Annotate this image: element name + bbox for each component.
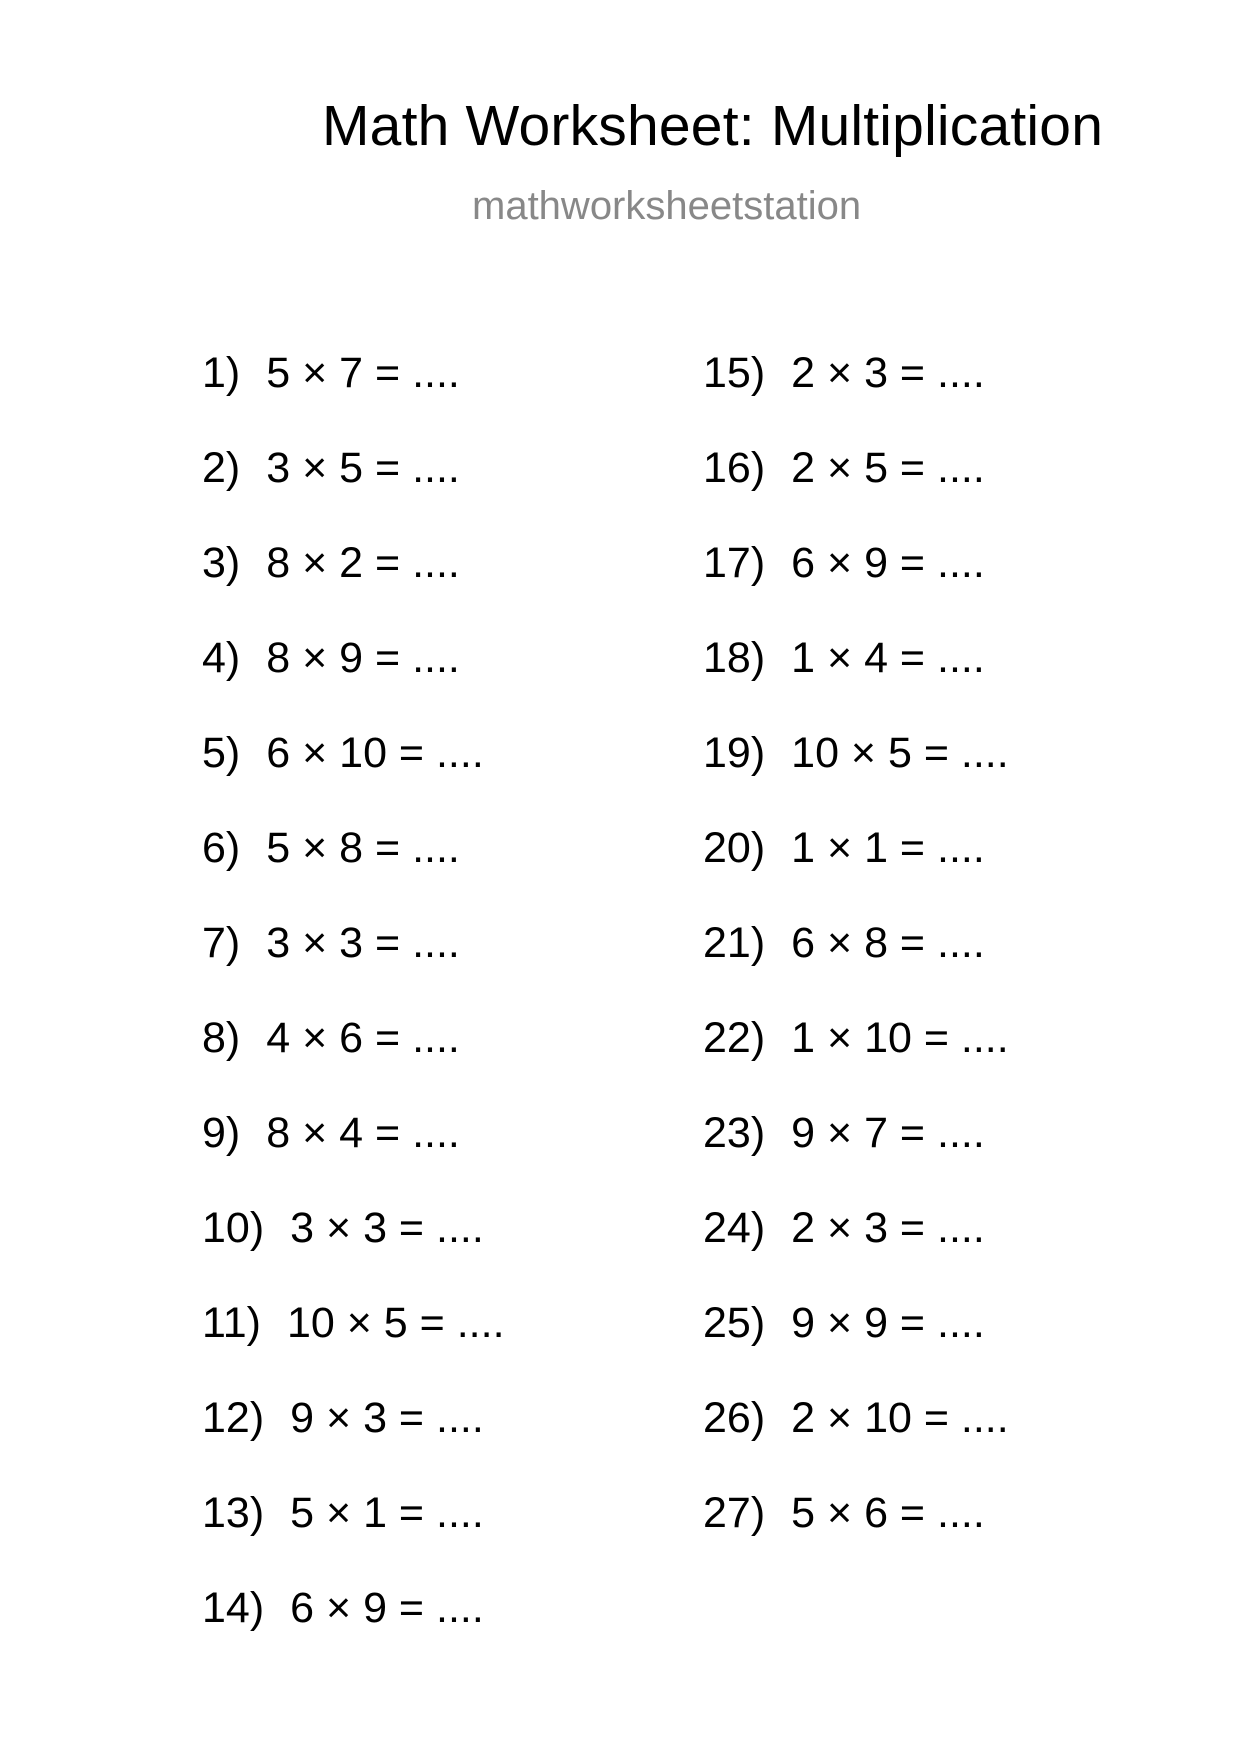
problem-expression: 6 × 8 = .... [791, 919, 985, 967]
problem-25 [703, 1299, 1009, 1397]
problem-expression: 2 × 5 = .... [791, 444, 985, 492]
problem-7 [202, 919, 505, 1017]
problem-expression: 3 × 3 = .... [290, 1204, 484, 1252]
problem-16 [703, 444, 1009, 542]
problem-expression: 6 × 9 = .... [290, 1584, 484, 1632]
page-title: Math Worksheet: Multiplication [322, 94, 1104, 158]
problem-23 [703, 1109, 1009, 1207]
problem-number: 13) [202, 1489, 265, 1537]
problem-number: 3) [202, 539, 241, 587]
problem-number: 22) [703, 1014, 766, 1062]
problem-number: 21) [703, 919, 766, 967]
problem-expression: 2 × 3 = .... [791, 349, 985, 397]
problem-5 [202, 729, 505, 827]
problem-27 [703, 1489, 1009, 1587]
problem-6 [202, 824, 505, 922]
problem-expression: 9 × 7 = .... [791, 1109, 985, 1157]
problem-number: 11) [202, 1299, 261, 1347]
problem-expression: 8 × 4 = .... [266, 1109, 460, 1157]
problem-number: 2) [202, 444, 241, 492]
problem-expression: 5 × 1 = .... [290, 1489, 484, 1537]
problem-expression: 10 × 5 = .... [791, 729, 1009, 777]
problem-14 [202, 1584, 505, 1682]
problem-20 [703, 824, 1009, 922]
problem-expression: 5 × 8 = .... [266, 824, 460, 872]
problem-number: 19) [703, 729, 766, 777]
problem-expression: 6 × 10 = .... [266, 729, 484, 777]
problem-expression: 5 × 7 = .... [266, 349, 460, 397]
problem-number: 5) [202, 729, 241, 777]
problem-number: 20) [703, 824, 766, 872]
problem-number: 10) [202, 1204, 265, 1252]
problem-number: 8) [202, 1014, 241, 1062]
problem-12 [202, 1394, 505, 1492]
problem-13 [202, 1489, 505, 1587]
problem-expression: 2 × 10 = .... [791, 1394, 1009, 1442]
problem-number: 17) [703, 539, 766, 587]
problem-number: 6) [202, 824, 241, 872]
problem-number: 1) [202, 349, 241, 397]
problem-expression: 9 × 3 = .... [290, 1394, 484, 1442]
problem-3 [202, 539, 505, 637]
problem-21 [703, 919, 1009, 1017]
problem-number: 12) [202, 1394, 265, 1442]
problem-4 [202, 634, 505, 732]
problem-26 [703, 1394, 1009, 1492]
problem-number: 7) [202, 919, 241, 967]
problem-1 [202, 349, 505, 447]
problem-number: 14) [202, 1584, 265, 1632]
problem-number: 27) [703, 1489, 766, 1537]
problem-number: 26) [703, 1394, 766, 1442]
problem-expression: 4 × 6 = .... [266, 1014, 460, 1062]
problem-expression: 3 × 5 = .... [266, 444, 460, 492]
problem-column-right [703, 349, 1009, 1587]
problem-9 [202, 1109, 505, 1207]
problem-22 [703, 1014, 1009, 1112]
problem-expression: 3 × 3 = .... [266, 919, 460, 967]
problem-expression: 1 × 1 = .... [791, 824, 985, 872]
problem-number: 25) [703, 1299, 766, 1347]
problem-18 [703, 634, 1009, 732]
problem-24 [703, 1204, 1009, 1302]
problem-number: 15) [703, 349, 766, 397]
problem-11 [202, 1299, 505, 1397]
problem-expression: 10 × 5 = .... [286, 1299, 505, 1347]
page-subtitle: mathworksheetstation [472, 184, 862, 228]
problem-expression: 9 × 9 = .... [791, 1299, 985, 1347]
problem-number: 16) [703, 444, 766, 492]
problem-15 [703, 349, 1009, 447]
problem-19 [703, 729, 1009, 827]
problem-number: 24) [703, 1204, 766, 1252]
problem-2 [202, 444, 505, 542]
problem-10 [202, 1204, 505, 1302]
problem-expression: 2 × 3 = .... [791, 1204, 985, 1252]
problem-expression: 8 × 9 = .... [266, 634, 460, 682]
problem-number: 18) [703, 634, 766, 682]
problem-17 [703, 539, 1009, 637]
problem-expression: 6 × 9 = .... [791, 539, 985, 587]
problem-number: 4) [202, 634, 241, 682]
problem-expression: 8 × 2 = .... [266, 539, 460, 587]
problem-expression: 5 × 6 = .... [791, 1489, 985, 1537]
problem-column-left [202, 349, 505, 1682]
problem-expression: 1 × 4 = .... [791, 634, 985, 682]
problem-number: 9) [202, 1109, 241, 1157]
problem-number: 23) [703, 1109, 766, 1157]
problem-expression: 1 × 10 = .... [791, 1014, 1009, 1062]
problem-8 [202, 1014, 505, 1112]
